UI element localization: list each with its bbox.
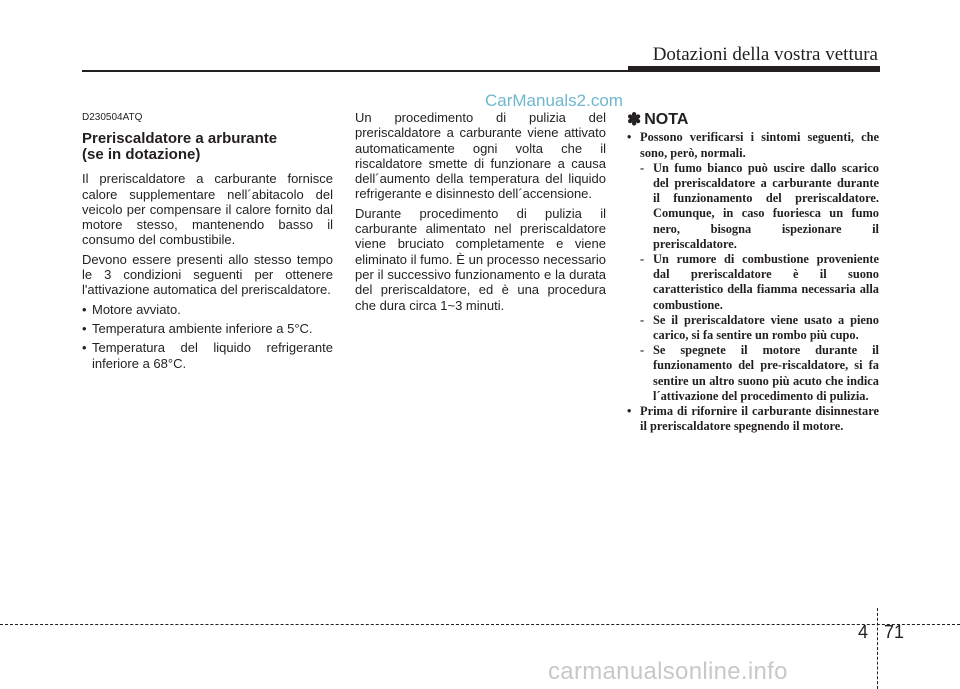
- note-box: [627, 112, 879, 434]
- paragraph: Devono essere presenti allo stesso tempo le 3 condizioni seguenti per ottenere l'attivazione automatica del preriscaldatore.: [82, 251, 333, 298]
- note-title: ✽ NOTA: [627, 110, 689, 129]
- note-subitem: - Se il preriscaldatore viene usato a pieno carico, si fa sentire un rombo più cupo.: [640, 312, 879, 342]
- footer-divider: [877, 608, 878, 689]
- footer-rule: [0, 624, 960, 625]
- list-item: • Motore avviato.: [82, 301, 181, 317]
- note-item: • Possono verificarsi i sintomi seguenti, che sono, però, normali.: [627, 130, 879, 160]
- paragraph: Il preriscaldatore a carburante fornisce calore supplementare nell´abitacolo del veicolo per compensare il calore fornito dal motore stesso, mantenendo basso il consumo del combustibile.: [82, 171, 333, 248]
- list-item: • Temperatura del liquido refrigerante inferiore a 68°C.: [82, 340, 333, 371]
- chapter-number: 4: [858, 622, 869, 642]
- paragraph: Un procedimento di pulizia del preriscaldatore a carburante viene attivato automaticamente ogni volta che il riscaldatore smette di funzionare a causa dell´aumento della temperatura del liquido refrigerante e disinnesto dell´accensione.: [355, 110, 606, 202]
- paragraph: Durante procedimento di pulizia il carburante alimentato nel preriscaldatore viene bruciato completamente e viene eliminato il fumo. È un processo necessario per il successivo funzionamento e la durata del preriscaldatore, ed è una procedura che dura circa 1~3 minuti.: [355, 205, 606, 313]
- section-heading: Preriscaldatore a arburante (se in dotazione): [82, 130, 278, 164]
- note-subitem: - Un rumore di combustione proveniente dal preriscaldatore è il suono caratteristico della fiamma necessaria alla combustione.: [640, 251, 879, 312]
- asterisk-icon: ✽: [627, 110, 642, 129]
- page-number: 71: [884, 622, 905, 642]
- note-item: • Prima di rifornire il carburante disinnestare il preriscaldatore spegnendo il motore.: [627, 403, 879, 434]
- note-subitem: - Un fumo bianco può uscire dallo scarico del preriscaldatore a carburante durante il funzionamento del preriscaldatore. Comunque, in caso fuoriesca un fumo nero, bisogna ispezionare il preriscaldatore.: [640, 160, 879, 251]
- watermark-link[interactable]: CarManuals2.com: [485, 91, 623, 110]
- header-rule-bar: [628, 66, 880, 72]
- column-middle: [355, 110, 606, 317]
- footer-watermark: carmanualsonline.info: [548, 658, 788, 685]
- list-item: • Temperatura ambiente inferiore a 5°C.: [82, 320, 313, 336]
- section-code: D230504ATQ: [82, 112, 143, 123]
- note-subitem: - Se spegnete il motore durante il funzionamento del pre-riscaldatore, si fa sentire un altro suono più acuto che indica l´attivazione del procedimento di pulizia.: [640, 343, 879, 403]
- column-left: [82, 110, 333, 375]
- header-rule: [82, 70, 628, 72]
- running-header-title: Dotazioni della vostra vettura: [652, 44, 878, 65]
